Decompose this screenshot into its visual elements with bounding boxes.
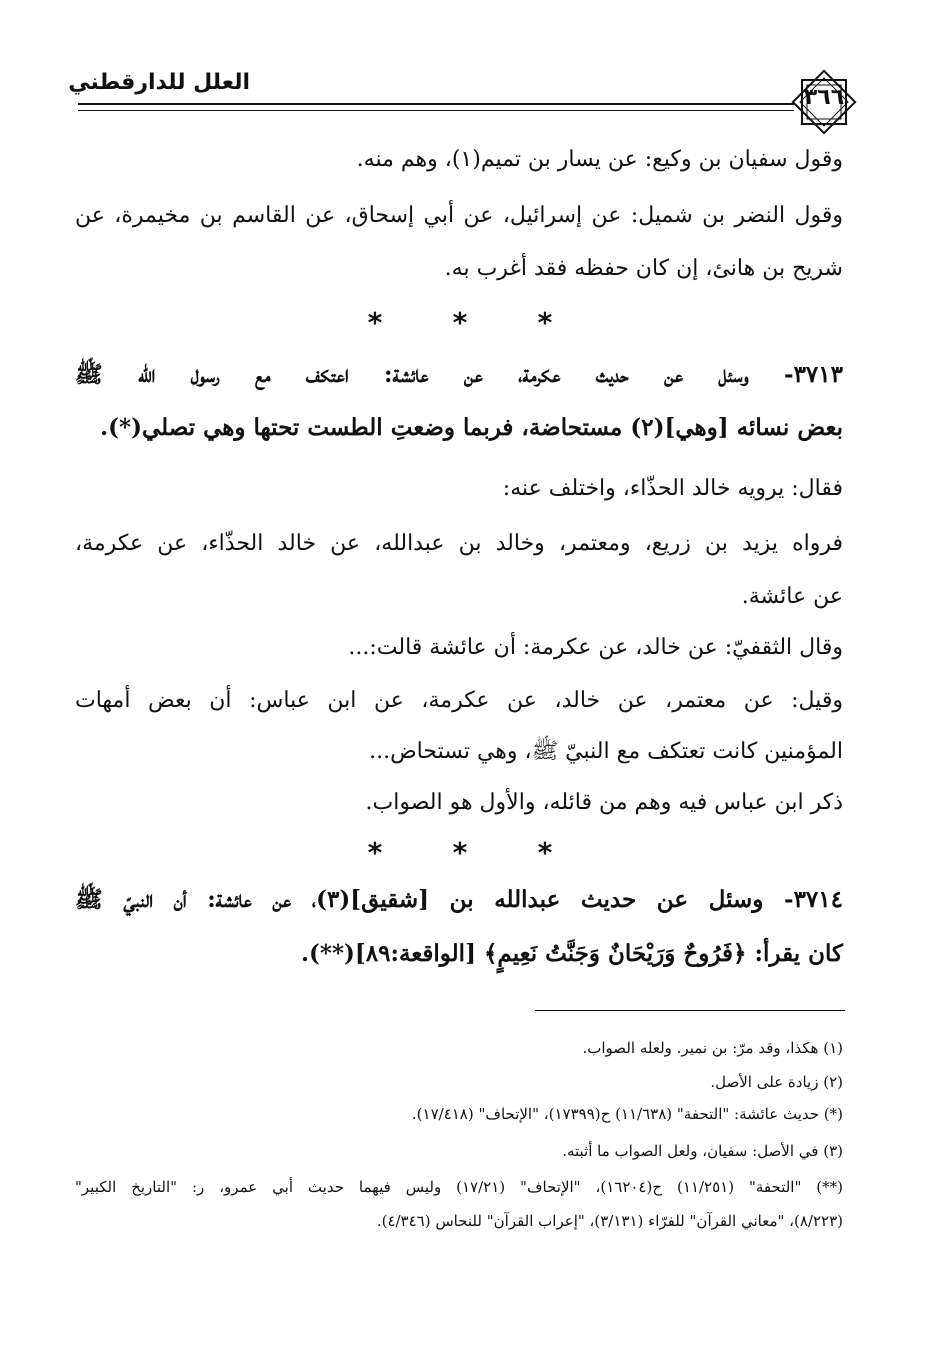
footnote: (٢) زيادة على الأصل. [710,1073,843,1091]
body-line: عن عائشة. [741,584,843,609]
separator-stars [360,306,560,339]
page-number-badge [788,66,860,138]
entry-text-3713: بعض نسائه [وهي](٢) مستحاضة، فربما وضعتِ الطست تحتها وهي تصلي(*). [100,414,843,441]
body-line: فقال: يرويه خالد الحذّاء، واختلف عنه: [502,476,843,501]
footnote-continuation: (٨/٢٢٣)، "معاني القرآن" للفرّاء (٣/١٣١)، "إعراب القرآن" للنحاس (٤/٣٤٦). [376,1212,843,1230]
footnote: (**) "التحفة" (١١/٢٥١) ح(١٦٢٠٤)، "الإتحاف" (١٧/٢١) وليس فيهما حديث أبي عمرو، ر: "التاريخ الكبير" [75,1178,844,1196]
page-number: ٣٦٦ [803,85,845,110]
body-line: وقول النضر بن شميل: عن إسرائيل، عن أبي إسحاق، عن القاسم بن مخيمرة، عن [75,203,843,228]
entry-heading-3713: ٣٧١٣- وسئل عن حديث عكرمة، عن عائشة: اعتكف مع رسول الله ﷺ [75,361,843,388]
entry-heading-3714: ٣٧١٤- وسئل عن حديث عبدالله بن [شقيق](٣)، عن عائشة: أن النبيّ ﷺ [75,886,843,913]
footnote-rule [535,1010,845,1011]
book-title: العلل للدارقطني [68,70,250,95]
star: * [452,836,468,869]
body-line: وقيل: عن معتمر، عن خالد، عن عكرمة، عن ابن عباس: أن بعض أمهات [75,688,843,713]
entry-text-3714: كان يقرأ: ﴿فَرُوحٌ وَرَيْحَانٌ وَجَنَّتُ نَعِيمٍ﴾ [الواقعة:٨٩](**). [301,940,843,967]
body-line: ذكر ابن عباس فيه وهم من قائله، والأول هو الصواب. [365,790,843,815]
footnote: (١) هكذا، وقد مرّ: بن نمير. ولعله الصواب. [582,1039,843,1057]
body-line: المؤمنين كانت تعتكف مع النبيّ ﷺ، وهي تستحاض... [369,739,843,764]
body-line: فرواه يزيد بن زريع، ومعتمر، وخالد بن عبدالله، عن خالد الحذّاء، عن عكرمة، [75,531,843,556]
body-line: شريح بن هانئ، إن كان حفظه فقد أغرب به. [444,256,843,281]
star: * [367,306,383,339]
star: * [537,306,553,339]
header-rule [78,103,794,111]
footnote: (*) حديث عائشة: "التحفة" (١١/٦٣٨) ح(١٧٣٩٩)، "الإتحاف" (١٧/٤١٨). [411,1105,843,1123]
separator-stars [360,836,560,869]
body-line: وقال الثقفيّ: عن خالد، عن عكرمة: أن عائشة قالت:... [348,635,843,660]
star: * [452,306,468,339]
star: * [367,836,383,869]
star: * [537,836,553,869]
footnote: (٣) في الأصل: سفيان، ولعل الصواب ما أثبته. [562,1142,843,1160]
body-line: وقول سفيان بن وكيع: عن يسار بن تميم(١)، وهم منه. [356,147,843,172]
